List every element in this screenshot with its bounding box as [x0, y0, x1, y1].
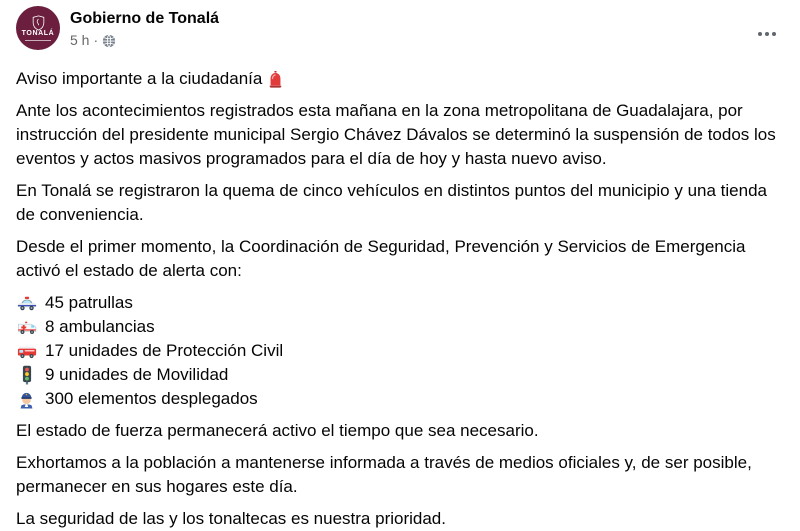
post-paragraph: La seguridad de las y los tonaltecas es nuestra prioridad.	[16, 509, 446, 528]
meta-separator: ·	[93, 32, 99, 48]
post-paragraph: Exhortamos a la población a mantenerse informada a través de medios oficiales y, de ser posible, permanecer en sus hogares este día.	[16, 453, 757, 496]
post-closing-paragraphs	[16, 419, 784, 531]
post-body	[16, 67, 784, 531]
post-paragraph: En Tonalá se registraron la quema de cinco vehículos en distintos puntos del municipio y una tienda de conveniencia.	[16, 181, 772, 224]
avatar[interactable]	[16, 6, 60, 50]
resource-text: 9 unidades de Movilidad	[45, 365, 229, 384]
resource-item	[16, 387, 784, 411]
police-officer-icon	[16, 390, 37, 409]
traffic-light-icon	[16, 365, 37, 385]
coat-of-arms-icon	[31, 15, 46, 31]
fire-engine-icon	[16, 344, 37, 359]
timestamp-link[interactable]: 5 h	[70, 32, 90, 48]
resource-text: 45 patrullas	[45, 293, 133, 312]
ambulance-icon	[16, 320, 37, 335]
resource-item	[16, 315, 784, 339]
headline-text: Aviso importante a la ciudadanía	[16, 69, 263, 88]
post-paragraph: Ante los acontecimientos registrados esta mañana en la zona metropolitana de Guadalajara, por instrucción del presidente municipal Sergio Chávez Dávalos se determinó la suspensión de todos los eventos y actos masivos programados para el día de hoy y hasta nuevo aviso.	[16, 101, 781, 168]
police-light-icon	[266, 70, 285, 89]
avatar-label: TONALÁ	[21, 30, 55, 37]
more-options-button[interactable]	[752, 26, 782, 42]
header-text	[70, 6, 219, 48]
dot-icon	[765, 32, 769, 36]
post-headline	[16, 67, 784, 91]
police-car-icon	[16, 296, 37, 311]
resource-item	[16, 339, 784, 363]
post-meta	[70, 32, 219, 48]
resource-item	[16, 291, 784, 315]
page-name-link[interactable]: Gobierno de Tonalá	[70, 10, 220, 27]
dot-icon	[758, 32, 762, 36]
post-paragraph: El estado de fuerza permanecerá activo el tiempo que sea necesario.	[16, 421, 539, 440]
post-header	[16, 6, 784, 58]
resources-list	[16, 291, 784, 411]
dot-icon	[772, 32, 776, 36]
resource-text: 8 ambulancias	[45, 317, 155, 336]
resource-text: 17 unidades de Protección Civil	[45, 341, 284, 360]
resource-item	[16, 363, 784, 387]
resource-text: 300 elementos desplegados	[45, 389, 258, 408]
avatar-subline	[25, 40, 51, 41]
post-paragraph: Desde el primer momento, la Coordinación de Seguridad, Prevención y Servicios de Emergencia activó el estado de alerta con:	[16, 237, 751, 280]
post-paragraphs	[16, 99, 784, 283]
globe-icon	[102, 34, 116, 48]
